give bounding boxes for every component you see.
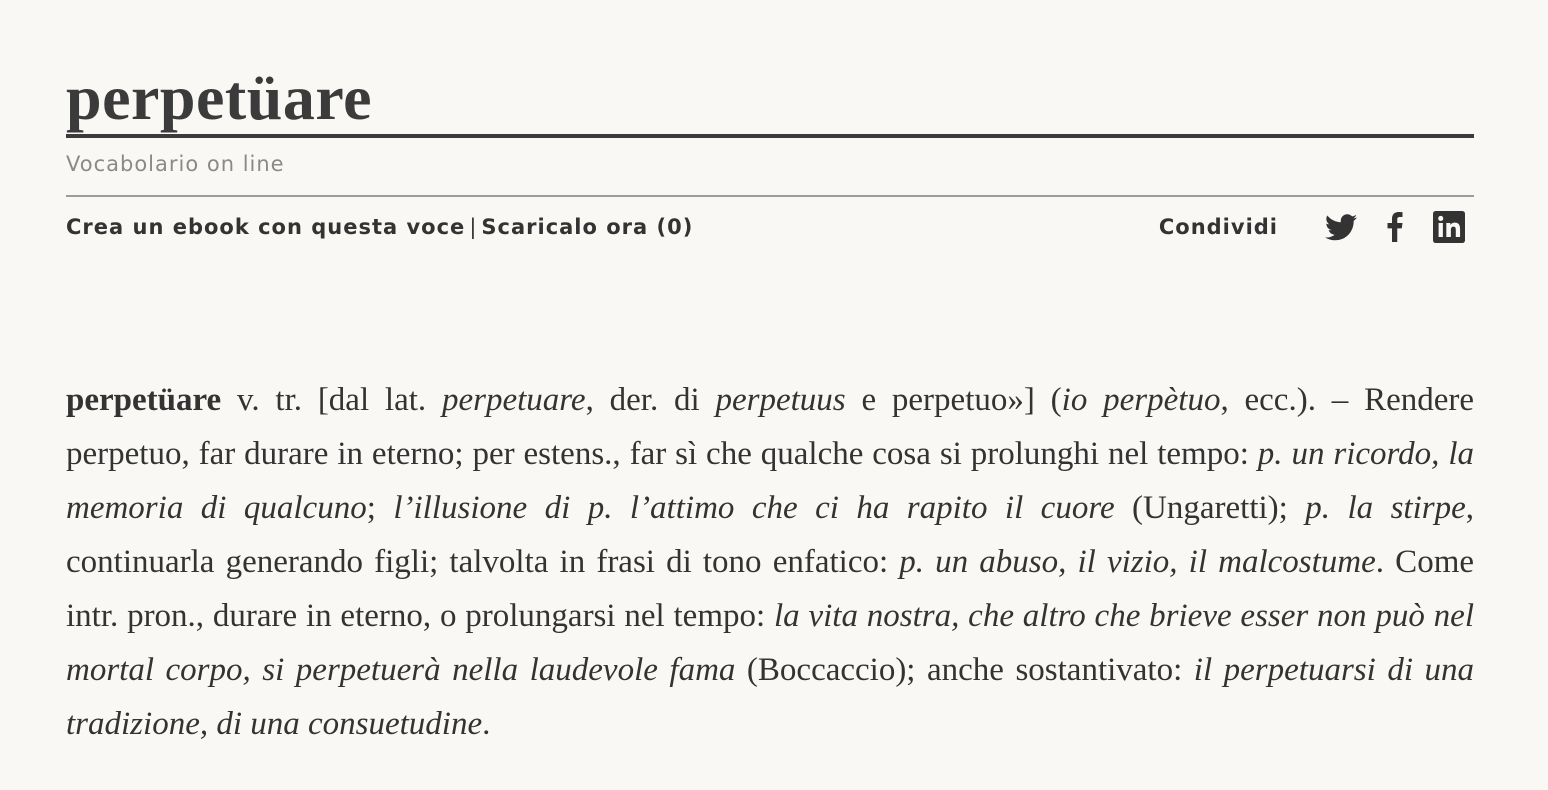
definition-span: (Boccaccio); anche sostantivato:	[735, 652, 1194, 688]
download-count: 0	[667, 215, 683, 239]
facebook-icon[interactable]	[1378, 210, 1412, 244]
source-label: Vocabolario on line	[66, 152, 285, 176]
definition-span: , der. di	[585, 382, 716, 418]
example-phrase: p. un ricordo, la memoria di qualcuno	[66, 436, 1474, 526]
example-phrase: p. un abuso, il vizio, il malcostume	[899, 544, 1376, 580]
action-toolbar	[66, 197, 1474, 257]
linkedin-icon[interactable]	[1432, 210, 1466, 244]
definition-span: ;	[366, 490, 394, 526]
ebook-actions	[66, 215, 693, 239]
example-quote: la vita nostra, che altro che brieve esser non può nel mortal corpo, si perpetuerà nella laudevole fama	[66, 598, 1474, 688]
example-phrase: il perpetuarsi di una tradizione, di una consuetudine	[66, 652, 1474, 742]
definition-text	[66, 373, 1474, 751]
example-quote: l’illusione di p. l’attimo che ci ha rapito il cuore	[393, 490, 1115, 526]
create-ebook-link[interactable]: Crea un ebook con questa voce	[66, 215, 466, 239]
separator: |	[469, 215, 478, 239]
definition-span: (Ungaretti);	[1114, 490, 1306, 526]
share-bar	[1159, 210, 1466, 244]
definition-italic: perpetuus	[715, 382, 846, 418]
page-title: perpetüare	[66, 0, 1474, 138]
download-label: Scaricalo ora (	[481, 215, 668, 239]
definition-span: , ecc.). – Rendere perpetuo, far durare in eterno; per estens., far sì che qualche cosa si prolunghi nel tempo:	[66, 382, 1475, 472]
download-label-close: )	[682, 215, 694, 239]
definition-italic: io perpètuo	[1061, 382, 1221, 418]
definition-span: .	[482, 706, 491, 742]
entry-lemma: perpetüare	[66, 382, 222, 418]
definition-span: e perpetuo»] (	[845, 382, 1062, 418]
definition-span: . Come intr. pron., durare in eterno, o prolungarsi nel tempo:	[66, 544, 1475, 634]
definition-italic: perpetuare	[441, 382, 586, 418]
example-phrase: p. la stirpe	[1305, 490, 1466, 526]
share-label: Condividi	[1158, 215, 1278, 239]
definition-span: , continuarla generando figli; talvolta in frasi di tono enfatico:	[66, 490, 1474, 580]
twitter-icon[interactable]	[1324, 210, 1358, 244]
download-ebook-link[interactable]	[481, 215, 693, 239]
definition-span: v. tr. [dal lat.	[221, 382, 442, 418]
